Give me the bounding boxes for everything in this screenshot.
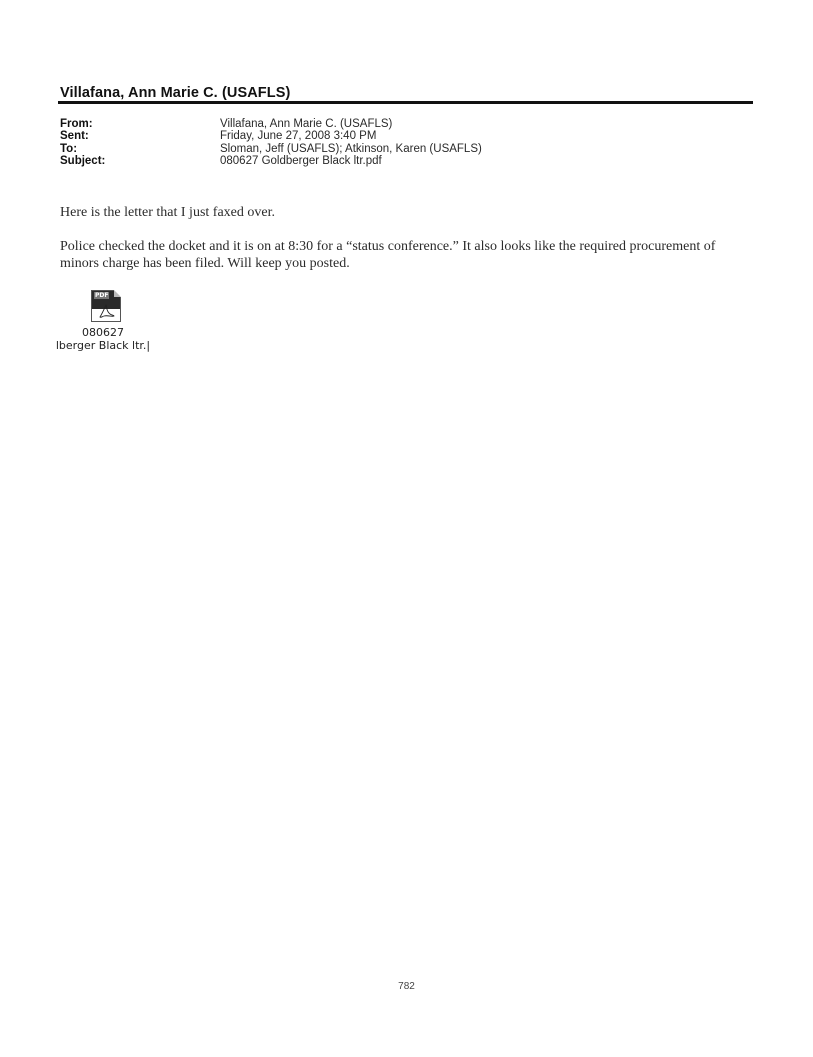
body-paragraph-2: Police checked the docket and it is on at 8:30 for a “status conference.” It also looks like the required procurement of minors charge has been filed. Will keep you posted. xyxy=(60,239,716,271)
body-paragraph-1: Here is the letter that I just faxed over. xyxy=(60,205,275,220)
header-row-sent xyxy=(60,130,482,142)
heading-divider xyxy=(58,101,753,104)
to-label: To: xyxy=(60,142,78,155)
acrobat-swirl-icon xyxy=(98,303,116,319)
from-value: Villafana, Ann Marie C. (USAFLS) xyxy=(220,118,393,130)
subject-label: Subject: xyxy=(60,155,106,168)
sent-value: Friday, June 27, 2008 3:40 PM xyxy=(220,130,377,143)
subject-value: 080627 Goldberger Black ltr.pdf xyxy=(220,155,382,168)
attachment[interactable] xyxy=(56,290,156,352)
page-number: 782 xyxy=(398,981,415,992)
pdf-file-icon[interactable] xyxy=(91,290,121,322)
pdf-icon-fold xyxy=(114,290,121,297)
to-value: Sloman, Jeff (USAFLS); Atkinson, Karen (USAFLS) xyxy=(220,142,482,155)
sender-heading: Villafana, Ann Marie C. (USAFLS) xyxy=(60,85,291,101)
sent-label: Sent: xyxy=(60,130,89,143)
header-row-to xyxy=(60,143,482,155)
attachment-name-line-1: 080627 xyxy=(82,326,124,339)
attachment-name-line-2: lberger Black ltr.| xyxy=(55,339,151,352)
from-label: From: xyxy=(60,118,93,130)
header-row-from xyxy=(60,118,482,130)
email-header-block xyxy=(60,118,482,168)
header-row-subject xyxy=(60,155,482,167)
pdf-icon-tag: PDF xyxy=(95,292,109,299)
